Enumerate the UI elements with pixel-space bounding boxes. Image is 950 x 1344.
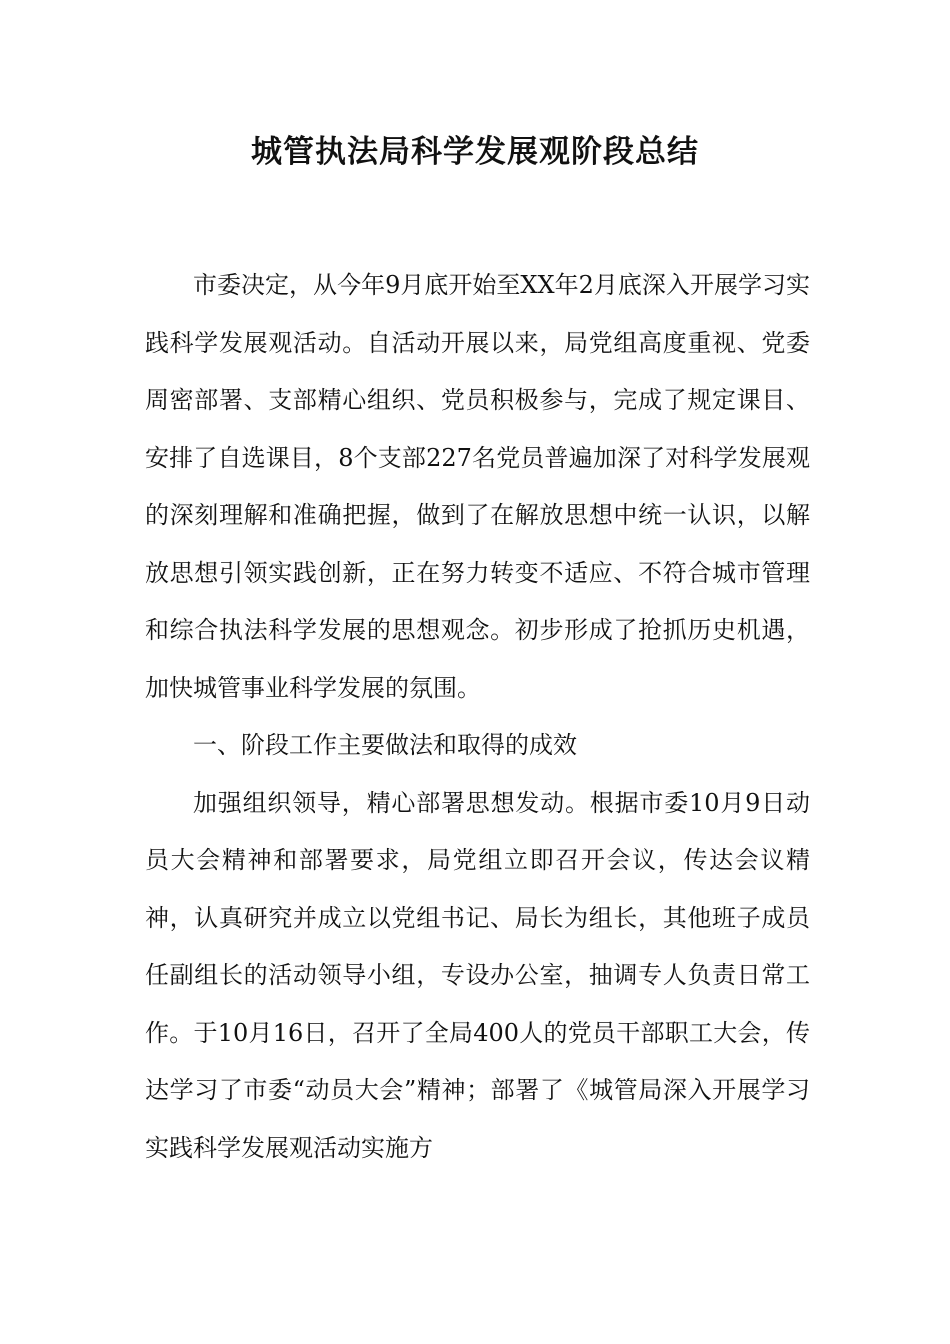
paragraph-intro: 市委决定，从今年9月底开始至XX年2月底深入开展学习实践科学发展观活动。自活动开展以来，局党组高度重视、党委周密部署、支部精心组织、党员积极参与，完成了规定课目、安排了自选课目，8个支部227名党员普遍加深了对科学发展观的深刻理解和准确把握，做到了在解放思想中统一认识，以解放思想引领实践创新，正在努力转变不适应、不符合城市管理和综合执法科学发展的思想观念。初步形成了抢抓历史机遇，加快城管事业科学发展的氛围。 [145,271,810,702]
document-body [145,257,810,1177]
document-title: 城管执法局科学发展观阶段总结 [251,134,699,170]
section-heading-1: 一、阶段工作主要做法和取得的成效 [193,731,577,759]
paragraph-organization: 加强组织领导，精心部署思想发动。根据市委10月9日动员大会精神和部署要求，局党组立即召开会议，传达会议精神，认真研究并成立以党组书记、局长为组长，其他班子成员任副组长的活动领导小组，专设办公室，抽调专人负责日常工作。于10月16日，召开了全局400人的党员干部职工大会，传达学习了市委“动员大会”精神；部署了《城管局深入开展学习实践科学发展观活动实施方 [145,788,810,1162]
